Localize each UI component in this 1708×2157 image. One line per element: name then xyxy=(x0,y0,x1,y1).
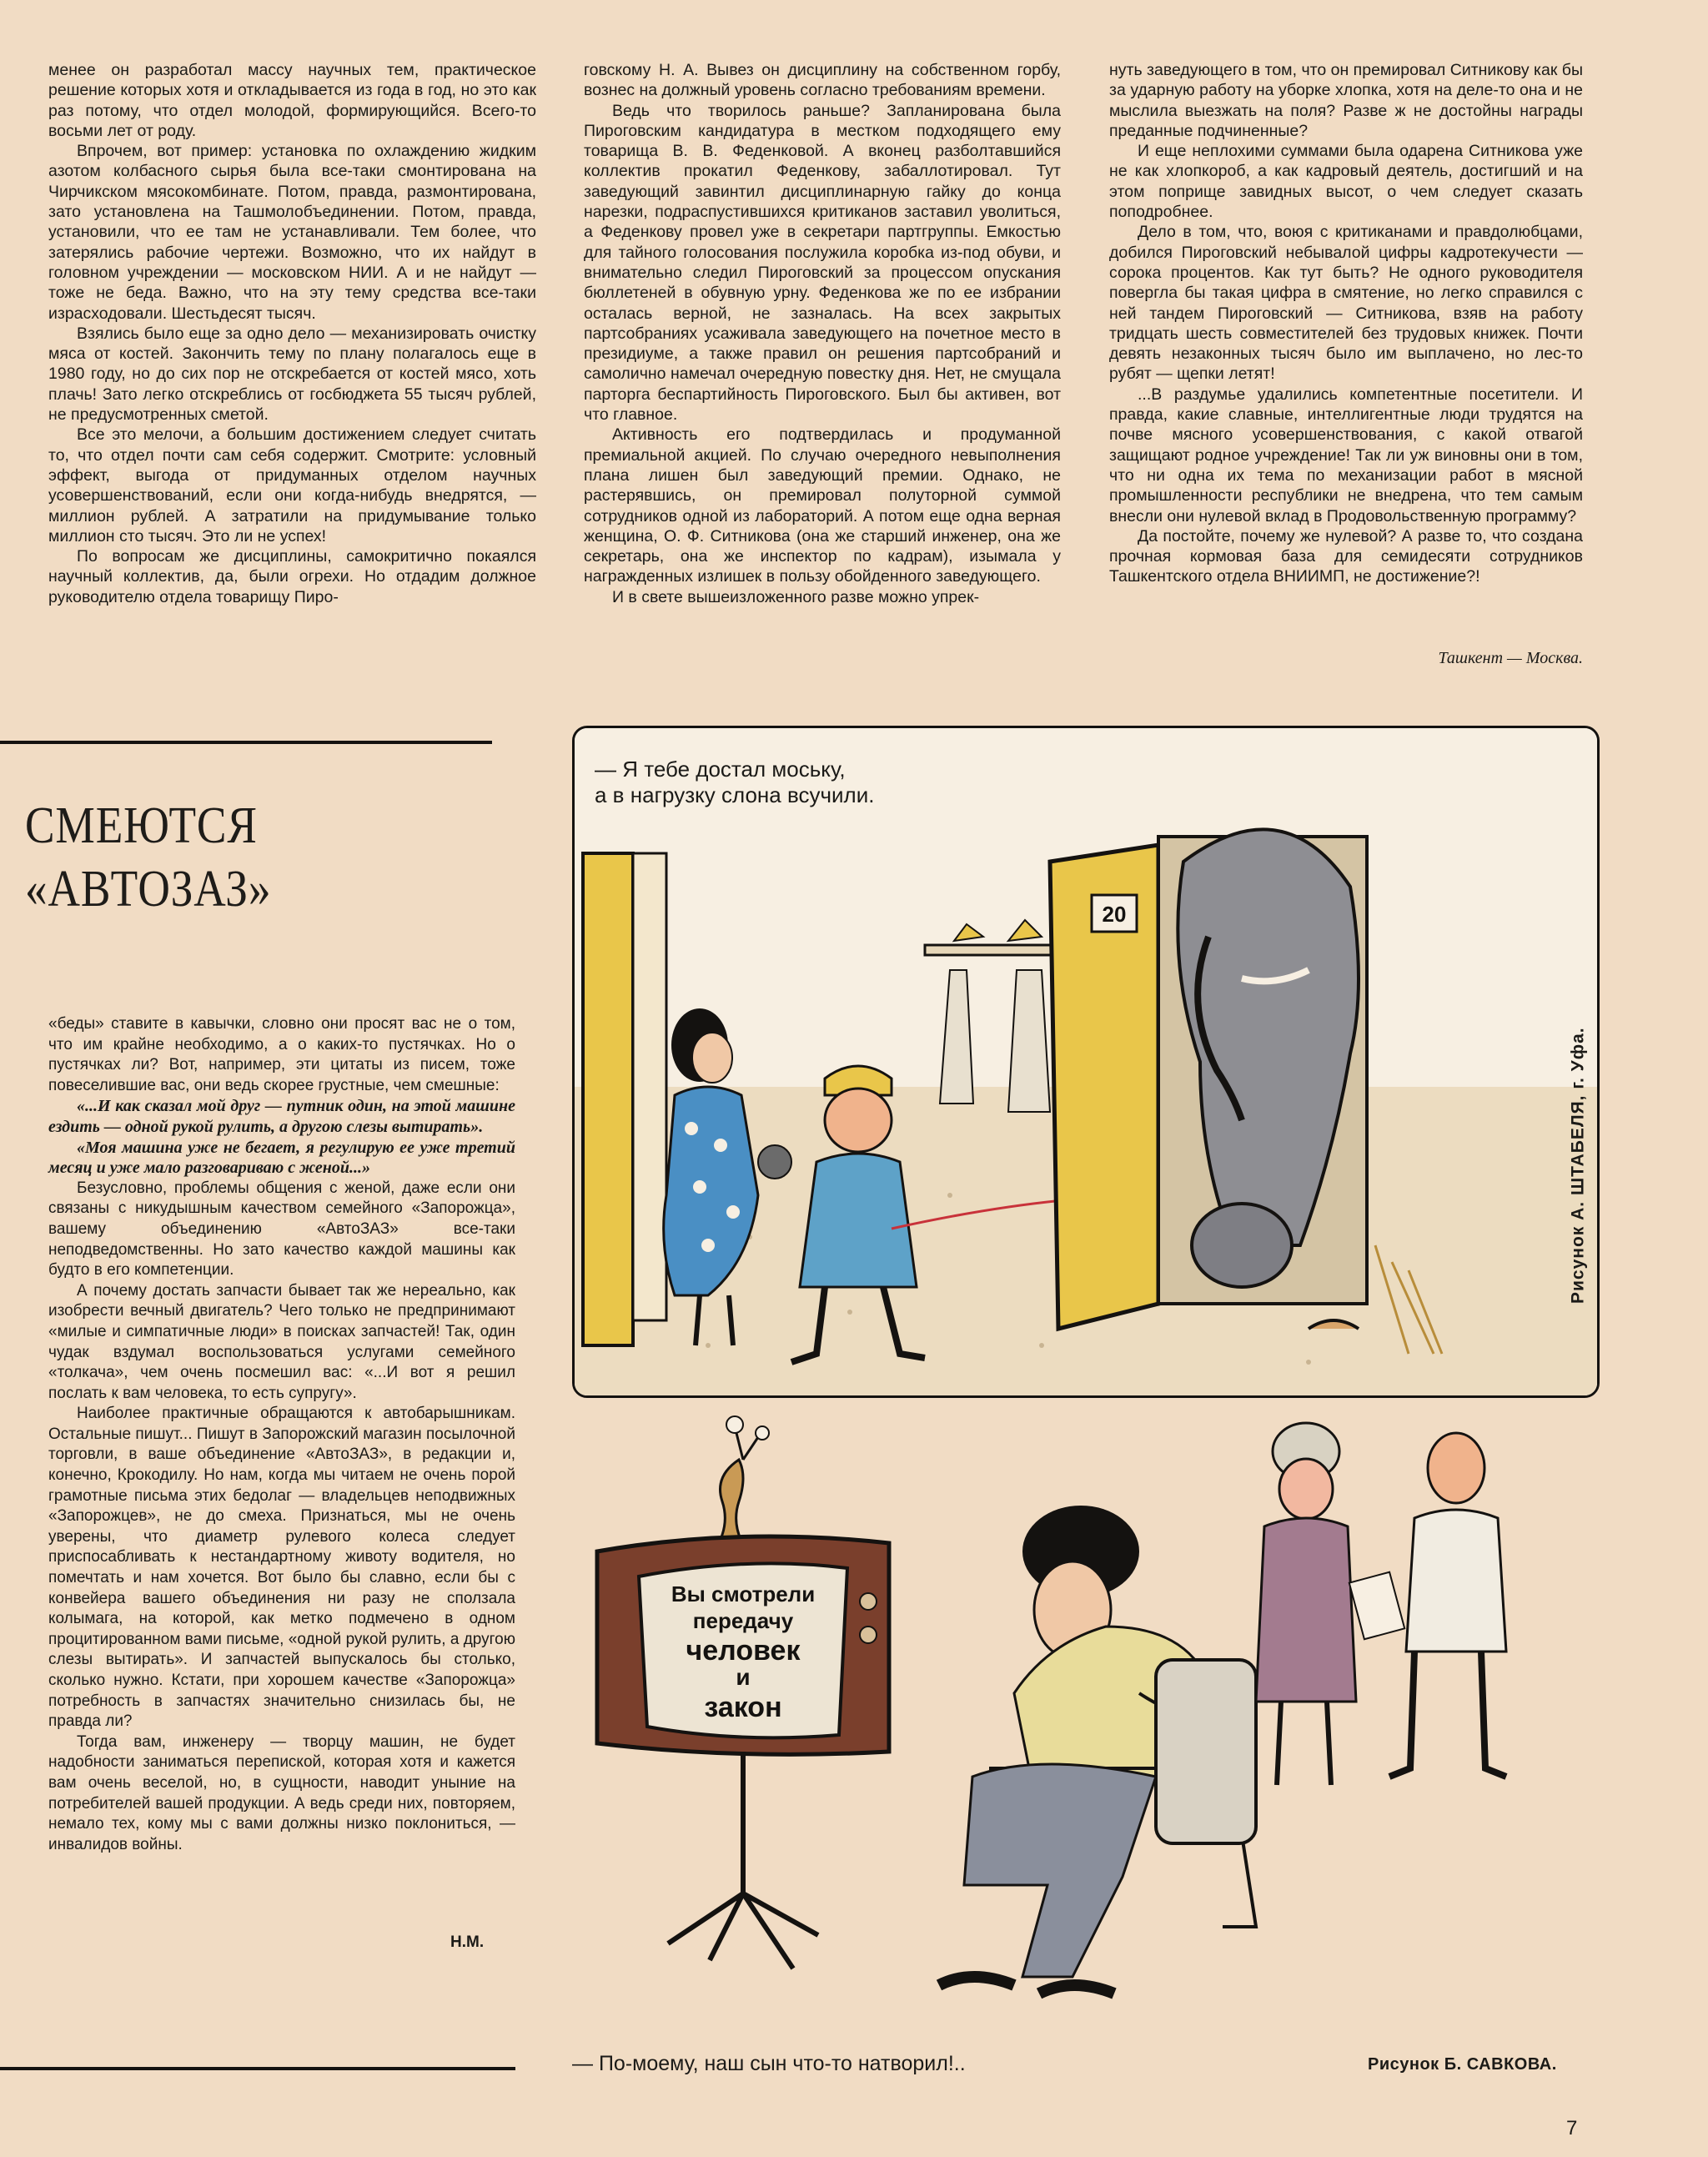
tv-text-line-2: передачу xyxy=(692,1608,794,1633)
article-paragraph: нуть заведующего в том, что он премировал Ситникову как бы за ударную работу на уборке хлопка, хотя на деле-то она и не мыслила выезжать на поля? Разве ж не достойны награды преданные подчиненные? xyxy=(1109,61,1583,140)
article-paragraph: Все это мелочи, а большим достижением следует считать то, что отдел почти сам себя содержит. Смотрите: условный эффект, выгода от придуманных отделом научных усовершенствований, если они когда-нибудь внедрятся, — миллион рублей. А затратили на придумывание только миллион сто тысяч. Это ли не успех! xyxy=(48,425,536,546)
cartoon-tv-credit: Рисунок Б. САВКОВА. xyxy=(1368,2055,1557,2074)
page-number: 7 xyxy=(1566,2117,1578,2139)
article-paragraph: Да постойте, почему же нулевой? А разве то, что создана прочная кормовая база для семидесяти сотрудников Ташкентского отдела ВНИИМП, не достижение?! xyxy=(1109,526,1583,586)
section-rule-bottom xyxy=(0,2067,515,2070)
cartoon-tv-caption: — По-моему, наш сын что-то натворил!.. xyxy=(572,2052,966,2075)
article-column-2 xyxy=(584,60,1061,607)
feature-signature: Н.М. xyxy=(450,1933,485,1951)
article-paragraph: Активность его подтвердилась и продуманной премиальной акцией. По случаю очередного невыполнения плана лишен был заведующий премии. Однако, не растерявшись, он премировал полуторной суммой сотрудников одной из лабораторий. А потом еще одна верная женщина, О. Ф. Ситникова (она же старший инженер, она же секретарь, она же инспектор по кадрам), изымала у награжденных излишек в пользу обойденного заведующего. xyxy=(584,425,1061,586)
reader-quote: «...И как сказал мой друг — путник один, на этой машине ездить — одной рукой рулить, а другою слезы вытирать». xyxy=(48,1097,515,1136)
feature-paragraph: Наиболее практичные обращаются к автобарышникам. Остальные пишут... Пишут в Запорожский магазин посылочной торговли, в ваше объединение «АвтоЗАЗ», в редакции и, конечно, Крокодилу. Но нам, когда мы читаем не очень порой грамотные письма этих бедолаг — владельцев неподвижных «Запорожцев», не до смеха. Признаться, мы не очень уверены, что диаметр рулевого колеса следует приспосабливать к нестандартному животу водителя, но помечтать и нам хочется. Вот было бы славно, если бы с конвейера вашего объединения ни разу не сползала колымага, на которой, как метко подмечено в одном процитированном вами письме, «одной рукой рулить, а другою слезы вытирать». И запчастей выпускалось бы столько, сколько нужно. Кстати, при хорошем качестве «Запорожца» потребность в запчастях значительно снизилась бы, не правда ли? xyxy=(48,1405,515,1731)
article-paragraph: Дело в том, что, воюя с критиканами и правдолюбцами, добился Пироговский небывалой цифры кадротекучести — сорока процентов. Как тут быть? Не одного руководителя повергла бы такая цифра в смятение, но легко справился с ней тандем Пироговский — Ситникова, взяв на работу тридцать шесть совместителей без трудовых книжек. Почти девять незаконных тысяч было им выплачено, но лес-то рубят — щепки летят! xyxy=(1109,223,1583,384)
reader-quote: «Моя машина уже не бегает, я регулирую ее уже третий месяц и уже мало разговариваю с женой...» xyxy=(48,1138,515,1178)
article-paragraph: Ведь что творилось раньше? Запланирована была Пироговским кандидатура в местком подходящего ему товарища В. В. Феденковой. А вконец разболтавшийся коллектив прокатил Феденкову, забаллотировал. Тут заведующий завинтил дисциплинарную гайку до конца нарезки, подраспустившихся критиканов заставил уволиться, а Феденкову провел уже в секретари партгруппы. Емкостью для тайного голосования послужила коробка из-под обуви, и внимательно следил Пироговский за процессом опускания бюллетеней в обувную урну. Феденкова же по ее избрании осталась верной, не зазналась. На всех закрытых партсобраниях усаживала заведующего на почетное место в президиуме, а также правил он решения партсобраний и самолично намечал очередную повестку дня. Нет, не смущала парторга беспартийность Пироговского. Был бы активен, вот что главное. xyxy=(584,101,1061,425)
article-paragraph: Взялись было еще за одно дело — механизировать очистку мяса от костей. Закончить тему по плану полагалось еще в 1980 году, но до сих пор не отскребается от костей мясо, хоть плачь! Зато легко отскреблись от госбюджета 55 тысяч рублей, не предусмотренных сметой. xyxy=(48,324,536,425)
article-paragraph: По вопросам же дисциплины, самокритично покаялся научный коллектив, да, были огрехи. Но отдадим должное руководителю отдела товарищу Пиро- xyxy=(48,547,536,606)
cartoon-tv xyxy=(572,1410,1595,2035)
door-number: 20 xyxy=(1102,902,1127,927)
feature-title-line-2: «АВТОЗАЗ» xyxy=(25,861,272,918)
cartoon-elephant-caption: — Я тебе достал моську, а в нагрузку слона всучили. xyxy=(595,757,875,807)
article-paragraph: И еще неплохими суммами была одарена Ситникова уже не как хлопкороб, а как кадровый деятель, достигший и на этом поприще завидных высот, о чем следует сказать поподробнее. xyxy=(1109,142,1583,222)
cartoon-tv-drawing xyxy=(572,1410,1595,2035)
feature-title-line-1: СМЕЮТСЯ xyxy=(25,797,258,854)
feature-paragraph: «беды» ставите в кавычки, словно они просят вас не о том, что им крайне необходимо, а о каких-то пустячках. Но о пустячках ли? Вот, например, эти цитаты из писем, тоже повеселившие вас, они ведь скорее грустные, чем смешные: xyxy=(48,1015,515,1094)
tv-text-line-4: и xyxy=(736,1664,751,1690)
section-rule-top xyxy=(0,741,492,744)
feature-paragraph: Безусловно, проблемы общения с женой, даже если они связаны с никудышным качеством семейного «Запорожца», вашему объединению «АвтоЗАЗ» все-таки неподведомственны. Но зато качество каждой машины как будто в его компетенции. xyxy=(48,1179,515,1280)
article-column-3 xyxy=(1109,60,1583,587)
article-dateline: Ташкент — Москва. xyxy=(1438,649,1583,667)
article-paragraph: И в свете вышеизложенного разве можно упрек- xyxy=(612,587,980,606)
feature-title xyxy=(25,794,298,921)
cartoon-elephant-drawing xyxy=(575,728,1597,1395)
feature-body xyxy=(48,1014,515,1855)
article-paragraph: Впрочем, вот пример: установка по охлаждению жидким азотом колбасного сырья была все-таки смонтирована на Чирчикском мясокомбинате. Потом, правда, размонтирована, зато установлена на Ташмолобъединении. Потом, правда, установили, что ее там не устанавливали. Тем более, что затерялись рабочие чертежи. Возможно, что их найдут в головном учреждении — московском НИИ. А и не найдут — тоже не беда. Важно, что на эту тему средства все-таки израсходовали. Шестьдесят тысяч. xyxy=(48,142,536,323)
cartoon-elephant-credit: Рисунок А. ШТАБЕЛЯ, г. Уфа. xyxy=(1569,1027,1588,1304)
feature-paragraph: Тогда вам, инженеру — творцу машин, не будет надобности заниматься перепиской, которая хотя и кажется вам очень веселой, но, в сущности, наводит уныние на потребителей вашей продукции. А ведь среди них, повторяем, немало тех, кому мы с вами должны низко поклониться, — инвалидов войны. xyxy=(48,1732,515,1853)
tv-text-line-3: человек xyxy=(686,1635,801,1667)
feature-paragraph: А почему достать запчасти бывает так же нереально, как изобрести вечный двигатель? Чего только не предпринимают «милые и симпатичные люди» в поисках запчастей! Так, один чудак вздумал воспользоваться услугами семейного «толкача», чем очень посмешил вас: «...И вот я решил послать к вам человека, то есть супругу». xyxy=(48,1281,515,1402)
article-paragraph: говскому Н. А. Вывез он дисциплину на собственном горбу, вознес на должный уровень согласно требованиям времени. xyxy=(584,61,1061,100)
tv-text-line-1: Вы смотрели xyxy=(671,1581,816,1606)
article-column-1 xyxy=(48,60,536,607)
tv-text-line-5: закон xyxy=(704,1692,782,1723)
article-paragraph: менее он разработал массу научных тем, практическое решение которых хотя и откладывается из года в год, но это как раз потому, что отдел молодой, формирующийся. Всего-то восьми лет от роду. xyxy=(48,61,536,140)
article-paragraph: ...В раздумье удалились компетентные посетители. И правда, какие славные, интеллигентные люди трудятся на почве мясного усовершенствования, с какой отвагой защищают родное учреждение! Так ли уж виновны они в том, что ни одна их тема по механизации работ в мясной промышленности республики не внедрена, что тем самым внесли они нулевой вклад в Продовольственную программу? xyxy=(1109,385,1583,525)
cartoon-elephant xyxy=(572,726,1600,1398)
